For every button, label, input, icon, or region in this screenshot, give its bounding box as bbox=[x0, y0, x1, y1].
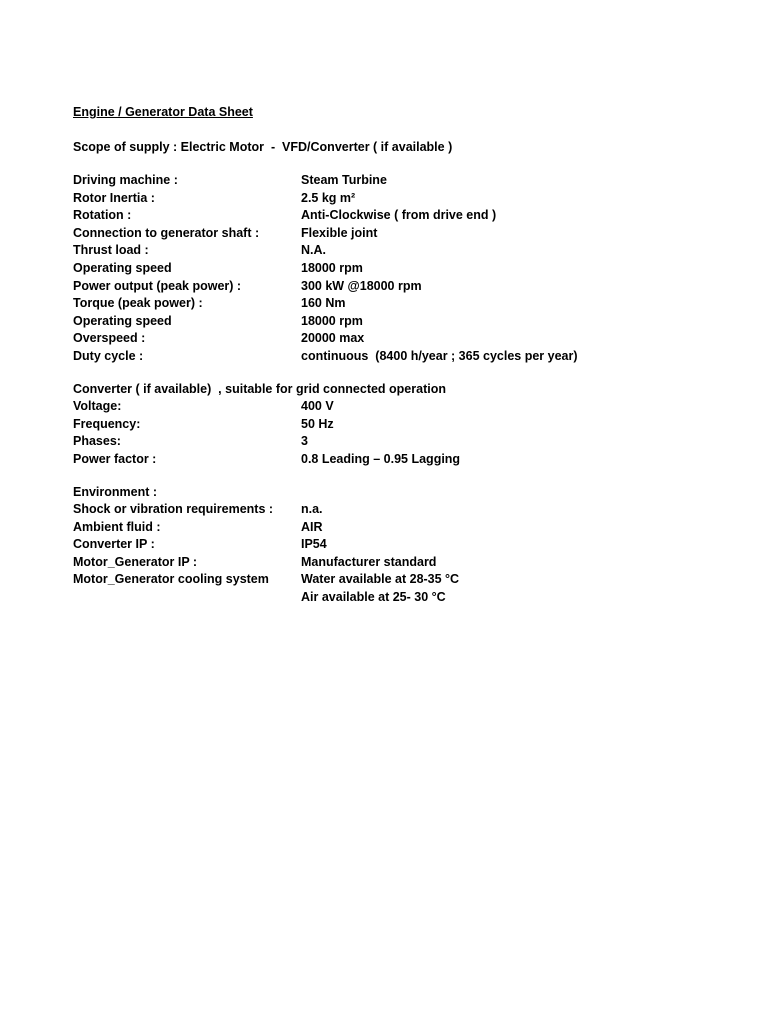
spec-row bbox=[73, 348, 713, 366]
spec-value: Flexible joint bbox=[301, 225, 378, 240]
spec-value: Steam Turbine bbox=[301, 173, 387, 187]
spec-row bbox=[73, 398, 713, 416]
spec-row bbox=[73, 554, 713, 572]
environment-heading: Environment : bbox=[73, 484, 158, 499]
spec-label: Voltage: bbox=[73, 399, 122, 414]
spec-row bbox=[73, 571, 713, 589]
spec-row bbox=[73, 536, 713, 554]
spec-label: Frequency: bbox=[73, 416, 141, 431]
spec-value: 300 kW @18000 rpm bbox=[301, 278, 422, 293]
spec-label: Thrust load : bbox=[73, 243, 149, 258]
spec-row bbox=[73, 278, 713, 296]
converter-section bbox=[73, 381, 713, 469]
spec-value: N.A. bbox=[301, 243, 326, 258]
spec-row bbox=[73, 242, 713, 260]
spec-row bbox=[73, 433, 713, 451]
spec-value: 400 V bbox=[301, 399, 334, 414]
environment-section bbox=[73, 484, 713, 607]
spec-label: Power output (peak power) : bbox=[73, 278, 242, 293]
spec-value: Water available at 28-35 °C bbox=[301, 572, 460, 587]
spec-row bbox=[73, 225, 713, 243]
spec-row bbox=[73, 589, 713, 607]
spec-label: Motor_Generator cooling system bbox=[73, 572, 269, 587]
spec-label: Rotor Inertia : bbox=[73, 190, 155, 205]
spec-value: IP54 bbox=[301, 537, 327, 552]
document-title: Engine / Generator Data Sheet bbox=[73, 105, 253, 119]
spec-row bbox=[73, 172, 713, 190]
spec-label: Connection to generator shaft : bbox=[73, 225, 260, 240]
spec-value: 18000 rpm bbox=[301, 313, 363, 328]
spec-row bbox=[73, 190, 713, 208]
spec-label: Motor_Generator IP : bbox=[73, 554, 198, 569]
spec-label: Converter IP : bbox=[73, 537, 155, 552]
spec-value: 20000 max bbox=[301, 331, 365, 346]
spec-label: Overspeed : bbox=[73, 331, 146, 346]
spec-value: AIR bbox=[301, 519, 323, 534]
spec-label: Rotation : bbox=[73, 208, 132, 223]
spec-value: 2.5 kg m² bbox=[301, 190, 356, 205]
spec-label: Ambient fluid : bbox=[73, 519, 161, 534]
spec-row bbox=[73, 260, 713, 278]
spec-value: Anti-Clockwise ( from drive end ) bbox=[301, 208, 497, 223]
driving-section bbox=[73, 172, 713, 366]
spec-value: 3 bbox=[301, 434, 308, 449]
spec-label: Torque (peak power) : bbox=[73, 296, 203, 311]
spec-value: n.a. bbox=[301, 502, 323, 517]
spec-value: 160 Nm bbox=[301, 296, 346, 311]
spec-row bbox=[73, 416, 713, 434]
spec-value: 0.8 Leading – 0.95 Lagging bbox=[301, 451, 461, 466]
spec-label: Power factor : bbox=[73, 451, 157, 466]
spec-row bbox=[73, 451, 713, 469]
spec-value: 50 Hz bbox=[301, 416, 334, 431]
spec-label bbox=[73, 589, 301, 607]
spec-row bbox=[73, 313, 713, 331]
data-sheet bbox=[73, 102, 713, 607]
converter-heading: Converter ( if available) , suitable for grid connected operation bbox=[73, 381, 446, 396]
spec-label: Duty cycle : bbox=[73, 348, 144, 363]
spec-row bbox=[73, 519, 713, 537]
spec-label: Operating speed bbox=[73, 260, 172, 275]
scope-of-supply: Scope of supply : Electric Motor - VFD/Converter ( if available ) bbox=[73, 140, 453, 154]
spec-label: Shock or vibration requirements : bbox=[73, 502, 274, 517]
spec-label: Driving machine : bbox=[73, 173, 178, 187]
spec-value: continuous (8400 h/year ; 365 cycles per year) bbox=[301, 348, 578, 363]
spec-label: Operating speed bbox=[73, 313, 172, 328]
spec-value: 18000 rpm bbox=[301, 260, 363, 275]
spec-value: Manufacturer standard bbox=[301, 554, 437, 569]
spec-row bbox=[73, 207, 713, 225]
spec-label: Phases: bbox=[73, 434, 121, 449]
spec-row bbox=[73, 330, 713, 348]
spec-row bbox=[73, 295, 713, 313]
spec-value: Air available at 25- 30 °C bbox=[301, 590, 446, 605]
spec-row bbox=[73, 501, 713, 519]
